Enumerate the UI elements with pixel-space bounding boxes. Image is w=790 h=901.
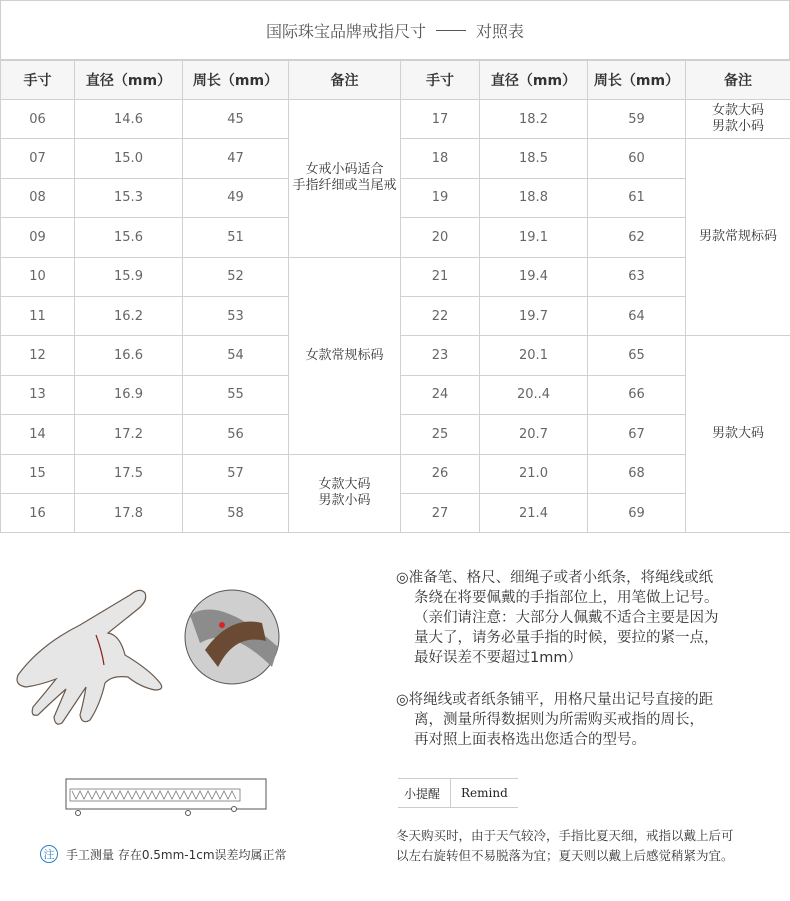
table-cell: 27: [401, 493, 480, 532]
instruction-line: 离，测量所得数据则为所需购买戒指的周长，: [414, 712, 704, 728]
table-cell: 10: [1, 257, 75, 296]
measuring-illustration: [0, 555, 390, 885]
col-header: 备注: [289, 61, 401, 100]
col-header: 备注: [686, 61, 790, 100]
legend-text: 手工测量 存在0.5mm-1cm误差均属正常: [66, 847, 287, 862]
col-header: 手寸: [401, 61, 480, 100]
table-cell: 14: [1, 415, 75, 454]
table-cell: 09: [1, 218, 75, 257]
remind-tip: [396, 826, 781, 866]
col-header: 直径（mm）: [75, 61, 183, 100]
table-cell: 18.5: [480, 139, 588, 178]
note-icon: 注: [40, 845, 58, 863]
table-cell: 67: [588, 415, 686, 454]
table-cell: 51: [183, 218, 289, 257]
size-table: [0, 60, 790, 533]
note-cell: [686, 139, 790, 336]
table-cell: 15.3: [75, 178, 183, 217]
table-cell: 66: [588, 375, 686, 414]
table-cell: 62: [588, 218, 686, 257]
note-cell: [289, 257, 401, 454]
table-cell: 16: [1, 493, 75, 532]
col-header: 直径（mm）: [480, 61, 588, 100]
remind-cn: 小提醒: [398, 779, 451, 807]
table-cell: 47: [183, 139, 289, 178]
instruction-line: 量大了，请务必量手指的时候，要拉的紧一点，: [414, 630, 719, 646]
remind-en: Remind: [461, 786, 508, 800]
table-cell: 17: [401, 100, 480, 139]
table-cell: 17.8: [75, 493, 183, 532]
table-cell: 63: [588, 257, 686, 296]
note-line: 手指纤细或当尾戒: [292, 178, 397, 194]
table-cell: 52: [183, 257, 289, 296]
instruction-line: ◎准备笔、格尺、细绳子或者小纸条，将绳线或纸: [396, 570, 714, 586]
page-title: [0, 0, 790, 60]
title-text: 国际珠宝品牌戒指尺寸: [265, 21, 426, 41]
tip-line: 冬天购买时，由于天气较冷，手指比夏天细，戒指以戴上后可: [396, 828, 734, 843]
instruction-line: 再对照上面表格选出您适合的型号。: [414, 732, 646, 748]
table-cell: 20.1: [480, 336, 588, 375]
table-row: [1, 100, 790, 139]
table-header-row: [1, 61, 790, 100]
note-line: 女款大码: [711, 103, 764, 119]
table-cell: 65: [588, 336, 686, 375]
table-cell: 57: [183, 454, 289, 493]
table-cell: 24: [401, 375, 480, 414]
table-cell: 06: [1, 100, 75, 139]
note-line: 女款大码: [318, 477, 371, 493]
table-cell: 60: [588, 139, 686, 178]
title-divider: [436, 30, 466, 31]
instruction-line: 条绕在将要佩戴的手指部位上，用笔做上记号。: [414, 590, 719, 606]
table-row: [1, 454, 790, 493]
table-cell: 59: [588, 100, 686, 139]
table-cell: 23: [401, 336, 480, 375]
col-header: 手寸: [1, 61, 75, 100]
finger-zoom-icon: [185, 590, 279, 684]
note-cell: [686, 100, 790, 139]
table-cell: 15: [1, 454, 75, 493]
table-cell: 07: [1, 139, 75, 178]
table-cell: 21.4: [480, 493, 588, 532]
table-cell: 54: [183, 336, 289, 375]
note-cell: [289, 100, 401, 258]
table-cell: 64: [588, 296, 686, 335]
table-cell: 15.0: [75, 139, 183, 178]
table-cell: 18: [401, 139, 480, 178]
instruction-line: ◎将绳线或者纸条铺平，用格尺量出记号直接的距: [396, 692, 714, 708]
remind-label: [398, 778, 518, 808]
table-cell: 56: [183, 415, 289, 454]
table-cell: 17.2: [75, 415, 183, 454]
table-cell: 16.9: [75, 375, 183, 414]
table-cell: 19: [401, 178, 480, 217]
instruction-line: 最好误差不要超过1mm）: [414, 650, 582, 666]
table-cell: 19.7: [480, 296, 588, 335]
table-cell: 68: [588, 454, 686, 493]
table-cell: 21.0: [480, 454, 588, 493]
table-cell: 20..4: [480, 375, 588, 414]
table-cell: 49: [183, 178, 289, 217]
table-cell: 19.1: [480, 218, 588, 257]
table-cell: 45: [183, 100, 289, 139]
table-cell: 13: [1, 375, 75, 414]
table-cell: 26: [401, 454, 480, 493]
table-cell: 18.2: [480, 100, 588, 139]
table-cell: 17.5: [75, 454, 183, 493]
table-cell: 16.6: [75, 336, 183, 375]
table-cell: 14.6: [75, 100, 183, 139]
table-cell: 61: [588, 178, 686, 217]
table-cell: 55: [183, 375, 289, 414]
table-cell: 69: [588, 493, 686, 532]
note-line: 女款常规标码: [305, 347, 384, 363]
instruction-line: （亲们请注意：大部分人佩戴不适合主要是因为: [414, 610, 719, 626]
table-row: [1, 257, 790, 296]
instruction-step-2: [396, 690, 776, 750]
table-cell: 22: [401, 296, 480, 335]
note-cell: [289, 454, 401, 533]
note-line: 女戒小码适合: [305, 162, 384, 178]
table-cell: 18.8: [480, 178, 588, 217]
instruction-step-1: [396, 568, 776, 668]
tip-line: 以左右旋转但不易脱落为宜；夏天则以戴上后感觉稍紧为宜。: [396, 848, 734, 863]
note-line: 男款常规标码: [698, 229, 777, 245]
table-cell: 21: [401, 257, 480, 296]
title-suffix: 对照表: [476, 21, 525, 41]
table-cell: 20: [401, 218, 480, 257]
note-line: 男款小码: [318, 493, 371, 509]
table-cell: 53: [183, 296, 289, 335]
col-header: 周长（mm）: [183, 61, 289, 100]
ruler-icon: [66, 779, 266, 816]
table-cell: 15.9: [75, 257, 183, 296]
note-line: 男款小码: [711, 119, 764, 135]
table-cell: 20.7: [480, 415, 588, 454]
table-cell: 11: [1, 296, 75, 335]
table-cell: 19.4: [480, 257, 588, 296]
note-line: 男款大码: [711, 426, 764, 442]
table-cell: 58: [183, 493, 289, 532]
hand-icon: [17, 590, 162, 724]
col-header: 周长（mm）: [588, 61, 686, 100]
note-cell: [686, 336, 790, 533]
table-cell: 12: [1, 336, 75, 375]
measure-legend: [40, 845, 287, 863]
table-cell: 16.2: [75, 296, 183, 335]
table-cell: 08: [1, 178, 75, 217]
table-cell: 25: [401, 415, 480, 454]
table-cell: 15.6: [75, 218, 183, 257]
